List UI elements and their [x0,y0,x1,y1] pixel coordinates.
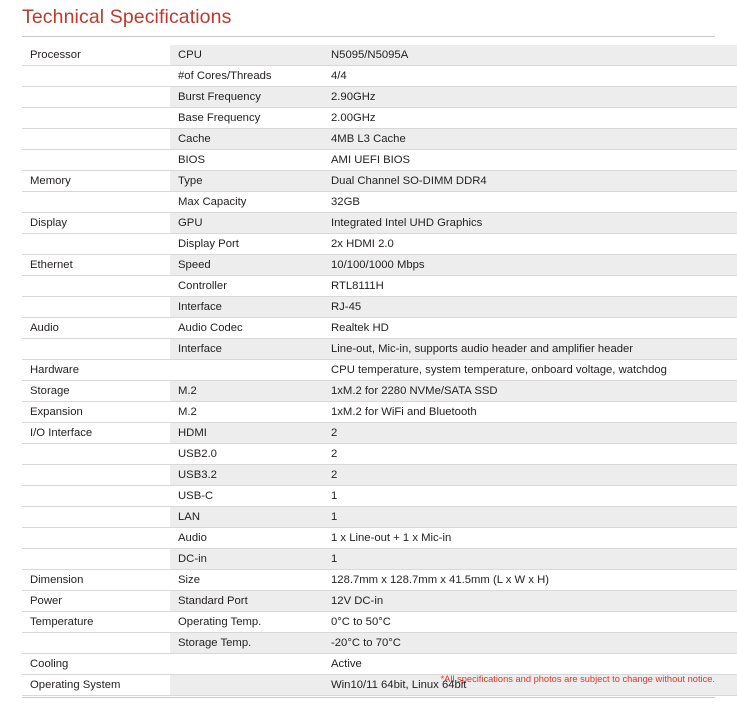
row-group-label [22,129,170,150]
row-item-label: Controller [170,276,323,297]
row-group-label: Operating System [22,675,170,696]
row-item-label: USB3.2 [170,465,323,486]
row-group-label [22,549,170,570]
row-value: 2x HDMI 2.0 [323,234,737,255]
table-row [22,423,737,444]
row-group-label [22,234,170,255]
row-value: 128.7mm x 128.7mm x 41.5mm (L x W x H) [323,570,737,591]
row-value: 2 [323,465,737,486]
row-value: 2 [323,444,737,465]
row-group-label: Hardware [22,360,170,381]
row-item-label: LAN [170,507,323,528]
row-value: RJ-45 [323,297,737,318]
row-item-label: Speed [170,255,323,276]
table-row [22,276,737,297]
row-value: 2 [323,423,737,444]
row-value: Realtek HD [323,318,737,339]
row-item-label [170,360,323,381]
row-group-label [22,66,170,87]
row-group-label [22,507,170,528]
row-item-label: M.2 [170,402,323,423]
row-value: 4/4 [323,66,737,87]
table-row [22,633,737,654]
specifications-table [22,45,737,696]
row-value: 12V DC-in [323,591,737,612]
row-value: 1xM.2 for 2280 NVMe/SATA SSD [323,381,737,402]
row-group-label [22,276,170,297]
table-row [22,66,737,87]
table-row [22,108,737,129]
page-title: Technical Specifications [22,6,232,28]
table-row [22,360,737,381]
row-group-label [22,150,170,171]
row-item-label: Base Frequency [170,108,323,129]
row-value: 1 [323,507,737,528]
row-group-label [22,528,170,549]
table-row [22,150,737,171]
table-row [22,549,737,570]
table-row [22,45,737,66]
row-value: Win10/11 64bit, Linux 64bit [323,675,737,696]
row-value: CPU temperature, system temperature, onboard voltage, watchdog [323,360,737,381]
row-item-label: Type [170,171,323,192]
row-item-label [170,675,323,696]
row-value: AMI UEFI BIOS [323,150,737,171]
row-item-label: Standard Port [170,591,323,612]
row-item-label: DC-in [170,549,323,570]
row-value: 2.90GHz [323,87,737,108]
row-group-label: Cooling [22,654,170,675]
row-item-label: USB2.0 [170,444,323,465]
row-item-label: M.2 [170,381,323,402]
row-value: 2.00GHz [323,108,737,129]
row-group-label: Temperature [22,612,170,633]
row-item-label: Display Port [170,234,323,255]
bottom-divider [22,697,715,698]
row-item-label: Audio [170,528,323,549]
table-row [22,171,737,192]
row-group-label [22,87,170,108]
row-value: 0°C to 50°C [323,612,737,633]
table-row [22,612,737,633]
table-row [22,213,737,234]
row-group-label: I/O Interface [22,423,170,444]
row-group-label [22,339,170,360]
table-row [22,192,737,213]
row-value: 32GB [323,192,737,213]
row-group-label: Memory [22,171,170,192]
row-value: 4MB L3 Cache [323,129,737,150]
row-group-label: Processor [22,45,170,66]
row-value: N5095/N5095A [323,45,737,66]
table-row [22,234,737,255]
row-group-label [22,297,170,318]
row-value: 1 [323,549,737,570]
row-group-label: Expansion [22,402,170,423]
row-item-label [170,654,323,675]
row-item-label: Interface [170,339,323,360]
row-value: Line-out, Mic-in, supports audio header and amplifier header [323,339,737,360]
row-group-label: Dimension [22,570,170,591]
row-item-label: Size [170,570,323,591]
row-item-label: Interface [170,297,323,318]
table-row [22,486,737,507]
title-divider [22,36,715,37]
row-value: 1xM.2 for WiFi and Bluetooth [323,402,737,423]
row-group-label: Storage [22,381,170,402]
table-row [22,297,737,318]
table-row [22,87,737,108]
row-value: RTL8111H [323,276,737,297]
row-item-label: HDMI [170,423,323,444]
row-group-label: Ethernet [22,255,170,276]
row-group-label [22,444,170,465]
row-group-label [22,465,170,486]
table-row [22,528,737,549]
table-row [22,444,737,465]
row-item-label: Max Capacity [170,192,323,213]
row-value: 10/100/1000 Mbps [323,255,737,276]
table-row [22,591,737,612]
row-group-label: Audio [22,318,170,339]
footnote: *All specifications and photos are subject to change without notice. [440,674,715,684]
table-row [22,465,737,486]
row-item-label: Audio Codec [170,318,323,339]
row-group-label [22,192,170,213]
table-row [22,570,737,591]
specifications-table-body [22,45,737,696]
table-row [22,339,737,360]
row-value: 1 [323,486,737,507]
row-value: Dual Channel SO-DIMM DDR4 [323,171,737,192]
row-value: 1 x Line-out + 1 x Mic-in [323,528,737,549]
row-item-label: USB-C [170,486,323,507]
table-row [22,402,737,423]
row-item-label: Cache [170,129,323,150]
row-group-label [22,108,170,129]
row-group-label: Display [22,213,170,234]
row-item-label: CPU [170,45,323,66]
row-item-label: Burst Frequency [170,87,323,108]
table-row [22,381,737,402]
row-value: Integrated Intel UHD Graphics [323,213,737,234]
table-row [22,129,737,150]
table-row [22,654,737,675]
table-row [22,255,737,276]
row-group-label [22,486,170,507]
row-item-label: BIOS [170,150,323,171]
row-item-label: Storage Temp. [170,633,323,654]
row-group-label: Power [22,591,170,612]
row-item-label: GPU [170,213,323,234]
row-group-label [22,633,170,654]
row-item-label: #of Cores/Threads [170,66,323,87]
row-value: Active [323,654,737,675]
table-row [22,507,737,528]
row-item-label: Operating Temp. [170,612,323,633]
row-value: -20°C to 70°C [323,633,737,654]
table-row [22,318,737,339]
